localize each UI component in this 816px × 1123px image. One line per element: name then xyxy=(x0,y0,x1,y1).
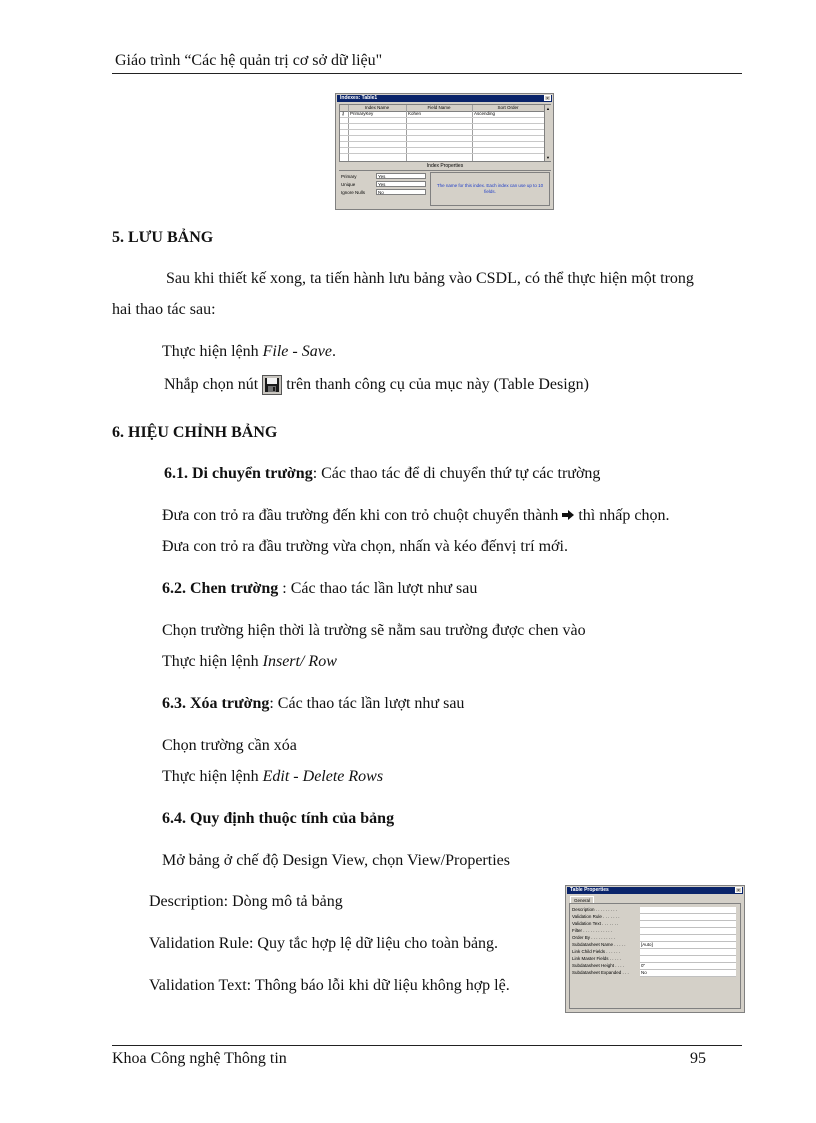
section-6-1-title: 6.1. Di chuyển trường xyxy=(164,465,313,482)
save-step-2: Nhắp chọn nút trên thanh công cụ của mục này (Table Design) xyxy=(164,372,589,398)
section-6-heading: 6. HIỆU CHỈNH BẢNG xyxy=(112,424,278,441)
tab-general[interactable]: General xyxy=(570,896,594,904)
section-6-1-step-2: Đưa con trỏ ra đầu trường vừa chọn, nhấn và kéo đếnvị trí mới. xyxy=(162,538,568,555)
section-6-3-line: 6.3. Xóa trường: Các thao tác lần lượt như sau xyxy=(162,695,465,712)
section-5-heading: 5. LƯU BẢNG xyxy=(112,229,214,246)
property-value[interactable] xyxy=(640,935,736,942)
property-value[interactable] xyxy=(640,928,736,935)
property-value[interactable] xyxy=(640,956,736,963)
delete-rows-command: Edit - Delete Rows xyxy=(262,768,384,785)
section-6-4-title: 6.4. Quy định thuộc tính của bảng xyxy=(162,810,395,827)
index-help-text: The name for this index. Each index can use up to 10 fields. xyxy=(436,183,544,194)
property-label: Validation Rule . . . . . . . xyxy=(572,914,620,919)
grid-row-line xyxy=(340,129,544,130)
index-properties-header: Index Properties xyxy=(339,163,551,171)
description-line: Description: Dòng mô tả bảng xyxy=(149,893,343,910)
column-header-field-name: Field Name xyxy=(406,105,472,112)
grid-row-line xyxy=(340,153,544,154)
section-6-2-step-1: Chọn trường hiện thời là trường sẽ nằm sau trường được chen vào xyxy=(162,622,586,639)
table-properties-dialog xyxy=(565,885,745,1013)
section-6-1-line: 6.1. Di chuyển trường: Các thao tác để di chuyển thứ tự các trường xyxy=(164,465,601,482)
property-label: Subdatasheet Name . . . . . xyxy=(572,942,626,947)
column-header-index-name: Index Name xyxy=(348,105,406,112)
property-row[interactable] xyxy=(572,921,736,928)
property-value[interactable] xyxy=(640,914,736,921)
property-row[interactable] xyxy=(572,907,736,914)
section-6-2-step-2: Thực hiện lệnh Insert/ Row xyxy=(162,653,337,670)
property-value[interactable]: [Auto] xyxy=(640,942,736,949)
grid-row-line xyxy=(340,135,544,136)
property-row[interactable] xyxy=(572,914,736,921)
indexes-grid xyxy=(339,104,551,162)
property-row[interactable] xyxy=(572,956,736,963)
save-step-1: Thực hiện lệnh File - Save. xyxy=(162,343,336,360)
section-6-2-title: 6.2. Chen trường xyxy=(162,580,279,597)
key-icon: ⚷ xyxy=(341,111,345,116)
section-5-intro-line-1: Sau khi thiết kế xong, ta tiến hành lưu bảng vào CSDL, có thể thực hiện một trong xyxy=(166,270,694,287)
property-label: Link Child Fields . . . . . . xyxy=(572,949,621,954)
grid-scrollbar[interactable] xyxy=(544,105,551,161)
save-disk-icon xyxy=(262,375,282,395)
property-row[interactable] xyxy=(572,928,736,935)
property-label: Validation Text . . . . . . . xyxy=(572,921,619,926)
section-6-3-title: 6.3. Xóa trường xyxy=(162,695,270,712)
section-5-intro-line-2: hai thao tác sau: xyxy=(112,301,216,318)
grid-row-line xyxy=(340,117,544,118)
field-name-cell[interactable]: Kohen xyxy=(408,111,422,116)
property-row[interactable] xyxy=(572,970,736,977)
validation-rule-line: Validation Rule: Quy tắc hợp lệ dữ liệu cho toàn bảng. xyxy=(149,935,499,952)
sort-order-cell[interactable]: Ascending xyxy=(474,111,496,116)
section-6-1-step-1: Đưa con trỏ ra đầu trường đến khi con trỏ chuột chuyển thành thì nhấp chọn. xyxy=(162,507,670,524)
property-label: Order By . . . . . . . . . . xyxy=(572,935,616,940)
right-arrow-icon xyxy=(562,507,574,525)
property-row[interactable] xyxy=(572,963,736,970)
indexes-dialog-title: Indexes: Table1 xyxy=(340,95,378,101)
table-properties-title: Table Properties xyxy=(570,887,609,893)
scroll-down-icon[interactable]: ▼ xyxy=(546,155,550,160)
property-label: Link Master Fields . . . . . xyxy=(572,956,622,961)
property-value-unique[interactable]: Yes xyxy=(376,181,426,187)
close-icon[interactable]: × xyxy=(735,887,742,893)
property-label-unique: Unique xyxy=(341,182,356,187)
help-panel xyxy=(430,172,550,206)
footer-department: Khoa Công nghệ Thông tin xyxy=(112,1050,287,1067)
index-name-cell[interactable]: PrimaryKey xyxy=(350,111,374,116)
file-save-command: File - Save xyxy=(262,343,332,360)
property-row[interactable] xyxy=(572,935,736,942)
footer-rule xyxy=(112,1045,742,1046)
grid-row-line xyxy=(340,123,544,124)
property-value[interactable] xyxy=(640,949,736,956)
page-number: 95 xyxy=(690,1050,706,1067)
scroll-up-icon[interactable]: ▲ xyxy=(546,106,550,111)
page-header-title: Giáo trình “Các hệ quản trị cơ sở dữ liệu" xyxy=(115,52,383,69)
property-value-primary[interactable]: Yes xyxy=(376,173,426,179)
table-properties-titlebar xyxy=(567,887,743,894)
close-icon[interactable]: × xyxy=(544,95,551,101)
section-6-4-step-1: Mở bảng ở chế độ Design View, chọn View/Properties xyxy=(162,852,510,869)
insert-row-command: Insert/ Row xyxy=(262,653,337,670)
property-label-primary: Primary xyxy=(341,174,357,179)
column-header-sort-order: Sort Order xyxy=(472,105,544,112)
validation-text-line: Validation Text: Thông báo lỗi khi dữ liệu không hợp lệ. xyxy=(149,977,510,994)
property-label: Description . . . . . . . . . xyxy=(572,907,618,912)
property-row[interactable] xyxy=(572,942,736,949)
property-value[interactable]: No xyxy=(640,970,736,977)
header-rule xyxy=(112,73,742,74)
indexes-dialog-titlebar xyxy=(337,95,552,102)
property-label-ignore-nulls: Ignore Nulls xyxy=(341,190,366,195)
property-value[interactable] xyxy=(640,907,736,914)
indexes-dialog xyxy=(335,93,554,210)
property-label: Filter . . . . . . . . . . . . xyxy=(572,928,613,933)
property-label: Subdatasheet Expanded . . . xyxy=(572,970,629,975)
section-6-3-step-1: Chọn trường cần xóa xyxy=(162,737,297,754)
section-6-2-line: 6.2. Chen trường : Các thao tác lần lượt như sau xyxy=(162,580,478,597)
grid-row-line xyxy=(340,141,544,142)
section-6-3-step-2: Thực hiện lệnh Edit - Delete Rows xyxy=(162,768,384,785)
property-value[interactable]: 0" xyxy=(640,963,736,970)
property-value-ignore-nulls[interactable]: No xyxy=(376,189,426,195)
property-value[interactable] xyxy=(640,921,736,928)
property-label: Subdatasheet Height . . . . xyxy=(572,963,625,968)
property-row[interactable] xyxy=(572,949,736,956)
grid-row-line xyxy=(340,147,544,148)
